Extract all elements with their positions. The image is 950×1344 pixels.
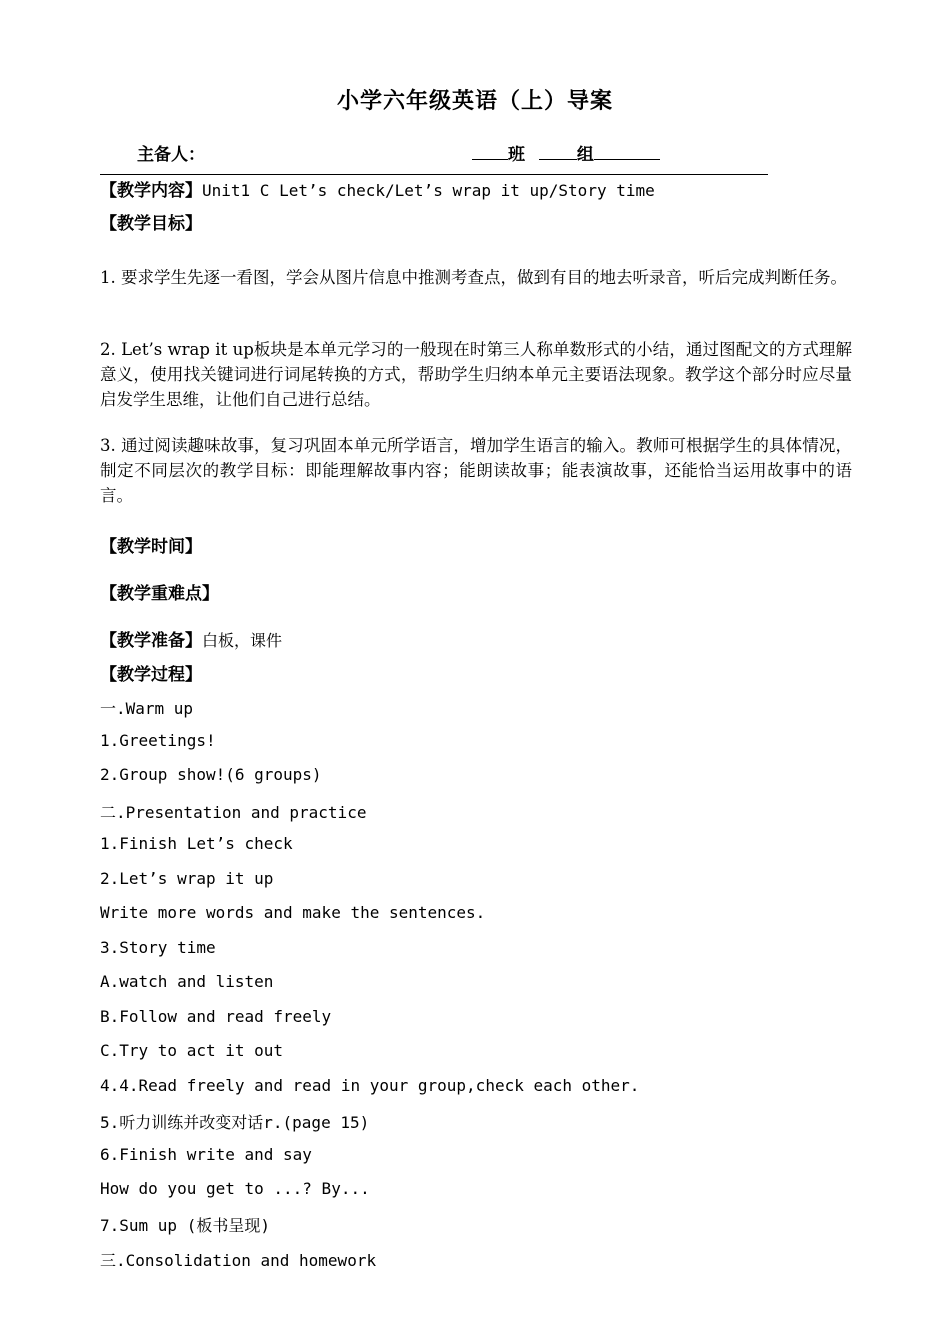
content-label: 【教学内容】 [100, 181, 202, 201]
preparation-label: 【教学准备】 [100, 631, 202, 651]
process-line: 一.Warm up [100, 699, 194, 718]
time-heading: 【教学时间】 [100, 537, 202, 557]
objectives-heading: 【教学目标】 [100, 214, 202, 234]
process-line: 2.Group show!(6 groups) [100, 765, 322, 784]
process-heading: 【教学过程】 [100, 665, 202, 685]
group-blank-after [594, 141, 660, 160]
objective-item: 3. 通过阅读趣味故事，复习巩固本单元所学语言，增加学生语言的输入。教师可根据学生的具体情况，制定不同层次的教学目标：即能理解故事内容；能朗读故事；能表演故事，还能恰当运用故事中的语言。 [100, 436, 852, 505]
process-line: 3.Story time [100, 938, 216, 957]
class-blank [472, 141, 508, 160]
process-line: Write more words and make the sentences. [100, 903, 486, 922]
process-line: A.watch and listen [100, 972, 274, 991]
teaching-content [100, 176, 655, 201]
process-line: 1.Greetings! [100, 731, 216, 750]
process-line: 5.听力训练并改变对话r.(page 15) [100, 1113, 370, 1132]
process-line: 1.Finish Let’s check [100, 834, 293, 853]
preparation-value: 白板，课件 [202, 631, 283, 650]
class-group-field [472, 140, 660, 165]
process-line: B.Follow and read freely [100, 1007, 332, 1026]
group-blank-before [539, 141, 577, 160]
objective-item: 1. 要求学生先逐一看图，学会从图片信息中推测考查点，做到有目的地去听录音，听后完成判断任务。 [100, 268, 847, 287]
process-line: 三.Consolidation and homework [100, 1251, 377, 1270]
process-line: C.Try to act it out [100, 1041, 284, 1060]
objective-item: 2. Let’s wrap it up板块是本单元学习的一般现在时第三人称单数形式的小结，通过图配文的方式理解意义，使用找关键词进行词尾转换的方式，帮助学生归纳本单元主要语法现象。教学这个部分时应尽量启发学生思维，让他们自己进行总结。 [100, 340, 852, 409]
document-title: 小学六年级英语（上）导案 [336, 89, 613, 114]
content-value: Unit1 C Let’s check/Let’s wrap it up/Story time [202, 181, 655, 200]
author-label: 主备人： [137, 145, 205, 165]
key-points-heading: 【教学重难点】 [100, 584, 219, 604]
process-line: 7.Sum up (板书呈现) [100, 1216, 270, 1235]
process-line: 4.4.Read freely and read in your group,check each other. [100, 1076, 640, 1095]
header-divider [100, 174, 768, 175]
group-label: 组 [576, 145, 594, 165]
process-line: 2.Let’s wrap it up [100, 869, 274, 888]
class-label: 班 [508, 145, 525, 165]
process-line: How do you get to ...? By... [100, 1179, 370, 1198]
process-line: 6.Finish write and say [100, 1145, 312, 1164]
process-line: 二.Presentation and practice [100, 803, 367, 822]
preparation [100, 626, 282, 651]
